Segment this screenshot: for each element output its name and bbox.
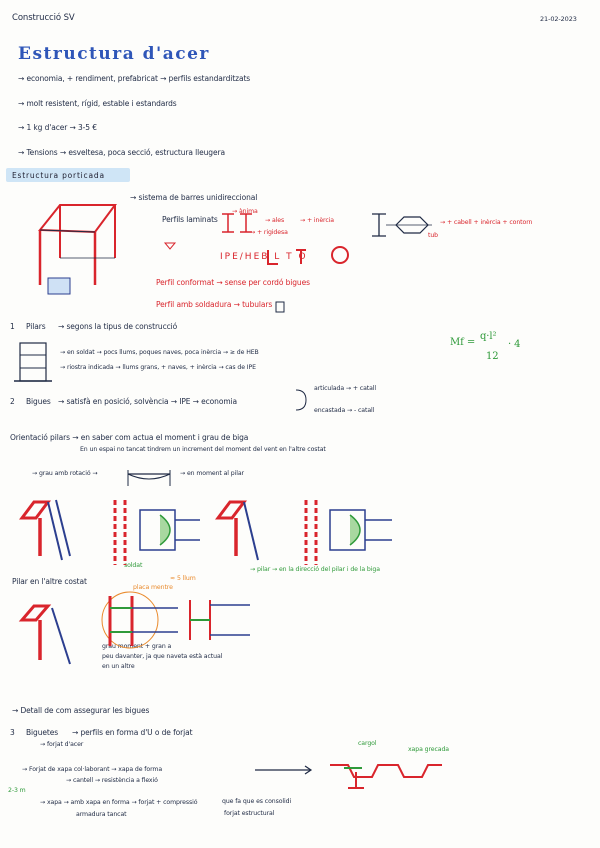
- orientacio-line-1: Orientació pilars → en saber com actua el moment i grau de biga: [10, 433, 249, 442]
- sections-row: IPE/HEB L T O: [220, 252, 308, 262]
- item-3-number: 3: [10, 728, 15, 737]
- item-2-label: Bigues: [26, 397, 51, 406]
- page-title: Estructura d'acer: [18, 44, 210, 64]
- detall-text: → Detall de com assegurar les bigues: [12, 706, 150, 715]
- perfil-conformat: Perfil conformat → sense per cordó bigues: [156, 278, 310, 287]
- perfil-soldat: Perfil amb soldadura → tubulars: [156, 300, 273, 309]
- formula-numerator: q·l²: [480, 331, 497, 342]
- beam-deflection-sketch: [128, 470, 170, 486]
- soldat-label: soldat: [124, 562, 143, 569]
- pilar-note: → pilar → en la direcció del pilar i de la biga: [250, 566, 380, 573]
- forjat-line-4: armadura tancat: [76, 811, 127, 818]
- orange-value: ≈ 5 llum: [170, 575, 196, 582]
- grau-note-1: grau moment + gran a: [102, 643, 172, 650]
- portico-note: → sistema de barres unidireccional: [130, 193, 258, 202]
- orientacio-line-2: En un espai no tancat tindrem un increment del moment del vent en l'altre costat: [80, 446, 326, 453]
- tube-label: tub: [428, 232, 438, 239]
- course-title: Construcció SV: [12, 13, 75, 23]
- column-other-side-sketches: [22, 592, 250, 664]
- pilar-altre-label: Pilar en l'altre costat: [12, 577, 87, 586]
- portico-3d-sketch: [40, 205, 115, 294]
- pilar-note-1: → en soldat → pocs llums, poques naves, poca inèrcia → ≥ de HEB: [60, 349, 259, 356]
- item-3-label: Biguetes: [26, 728, 59, 737]
- bullet-2: → molt resistent, rígid, estable i estandards: [18, 99, 177, 108]
- item-2-number: 2: [10, 397, 15, 406]
- composite-slab-sketch: [255, 765, 442, 788]
- pilar-sketches: [14, 343, 306, 410]
- perfils-detail-1: → ànima: [232, 208, 258, 215]
- forjat-line-5: que fa que es consolidi: [222, 798, 292, 805]
- forjat-line-3: → xapa → amb xapa en forma → forjat + compressió: [40, 799, 198, 806]
- orange-note: placa mentre: [133, 584, 173, 591]
- frame-connection-sketches: [22, 500, 392, 565]
- item-1-number: 1: [10, 322, 15, 331]
- forjat-line-2: → cantell → resistència a flexió: [66, 777, 158, 784]
- item-2-text: → satisfà en posició, solvència → IPE → economia: [58, 397, 238, 406]
- pilar-note-2: → riostra indicada → llums grans, + naves, + inèrcia → cas de IPE: [60, 364, 256, 371]
- grau-note-3: en un altre: [102, 663, 135, 670]
- perfils-right-note: → + cabell + inèrcia + contorn: [440, 219, 533, 226]
- orientacio-line-3: → grau amb rotació →: [32, 470, 98, 477]
- profile-sections-sketch: [165, 214, 432, 312]
- forjat-line-6: forjat estructural: [224, 810, 275, 817]
- perfils-detail-3: → + inèrcia: [300, 217, 334, 224]
- bullet-1: → economia, + rendiment, prefabricat → perfils estandarditzats: [18, 74, 251, 83]
- item-3-text: → perfils en forma d'U o de forjat: [72, 728, 193, 737]
- formula-denominator: 12: [486, 351, 499, 362]
- bullet-4: → Tensions → esveltesa, poca secció, estructura lleugera: [18, 148, 225, 157]
- bigues-branch-2: encastada → - catall: [314, 407, 375, 414]
- forjat-range: 2-3 m: [8, 787, 26, 794]
- section-label: Estructura porticada: [12, 171, 105, 180]
- perfils-detail-2: → ales: [265, 217, 285, 224]
- perfils-detail-4: → + rigidesa: [250, 229, 288, 236]
- forjat-right-label-2: xapa grecada: [408, 746, 449, 753]
- date-text: 21-02-2023: [540, 15, 577, 23]
- forjat-right-label-1: cargol: [358, 740, 377, 747]
- formula-rhs: · 4: [508, 339, 521, 350]
- perfils-label: Perfils laminats: [162, 215, 218, 224]
- grau-note-2: peu davanter, ja que naveta està actual: [102, 653, 223, 660]
- bigues-branch-1: articulada → + catall: [314, 385, 377, 392]
- item-1-label: Pilars: [26, 322, 46, 331]
- item-3-sub: → forjat d'acer: [40, 741, 84, 748]
- item-1-text: → segons la tipus de construcció: [58, 322, 178, 331]
- formula-lhs: Mf =: [450, 337, 476, 348]
- forjat-line-1: → Forjat de xapa col·laborant → xapa de forma: [22, 766, 163, 773]
- bullet-3: → 1 kg d'acer → 3-5 €: [18, 123, 97, 132]
- orientacio-line-3b: → en moment al pilar: [180, 470, 244, 477]
